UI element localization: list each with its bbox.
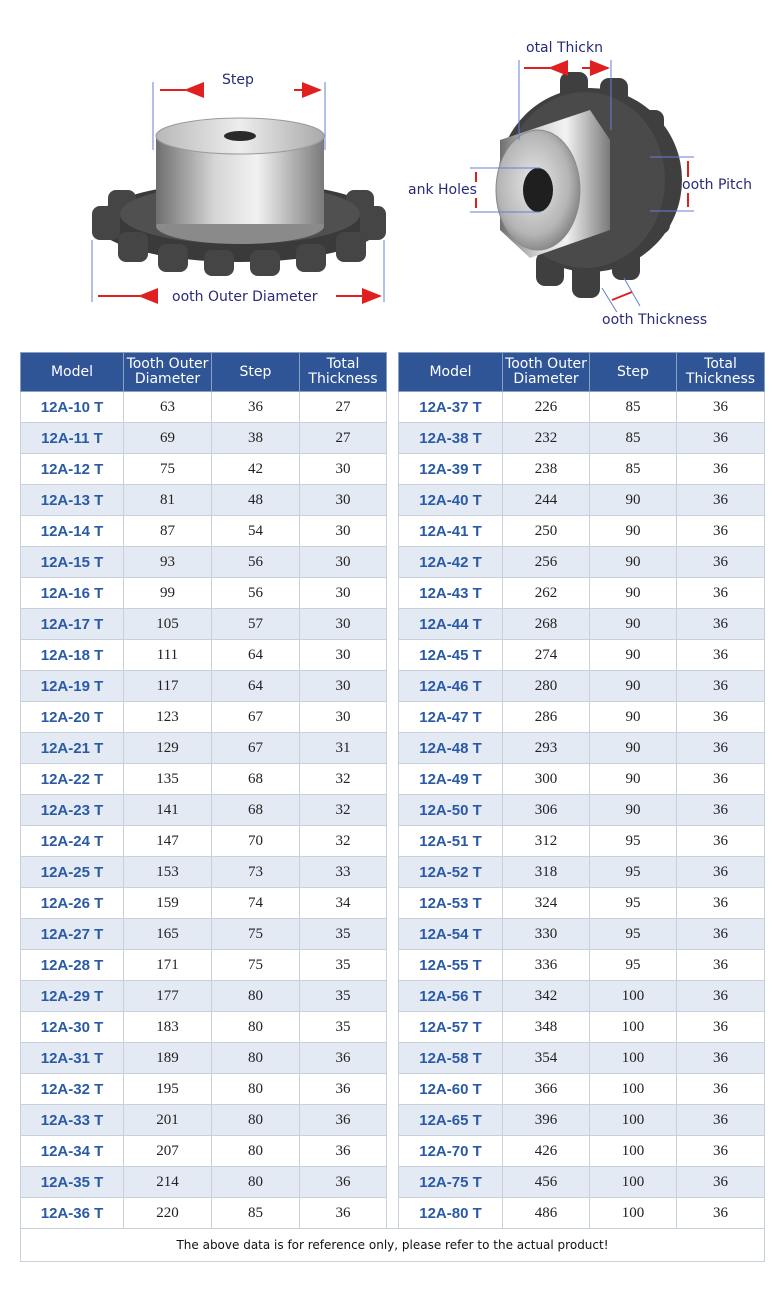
tooth-outer-diameter-cell: 396 (503, 1105, 590, 1136)
total-thickness-cell: 36 (677, 516, 765, 547)
tooth-outer-diameter-cell: 306 (503, 795, 590, 826)
table-row (399, 981, 765, 1012)
table-row (399, 1167, 765, 1198)
model-cell[interactable]: 12A-35 T (21, 1167, 124, 1198)
table-row (399, 609, 765, 640)
total-thickness-cell: 35 (300, 950, 387, 981)
tooth-thickness-dimension (602, 278, 640, 314)
table-row (399, 485, 765, 516)
table-row (21, 1136, 387, 1167)
step-label: Step (222, 72, 254, 88)
table-row (399, 702, 765, 733)
model-cell[interactable]: 12A-38 T (399, 423, 503, 454)
step-cell: 38 (212, 423, 300, 454)
total-thickness-cell: 36 (677, 1074, 765, 1105)
step-cell: 85 (590, 423, 677, 454)
step-cell: 57 (212, 609, 300, 640)
model-cell[interactable]: 12A-47 T (399, 702, 503, 733)
step-cell: 100 (590, 1167, 677, 1198)
table-row (21, 950, 387, 981)
shank-holes-label: ank Holes (408, 182, 477, 198)
model-cell[interactable]: 12A-10 T (21, 392, 124, 423)
step-cell: 64 (212, 640, 300, 671)
step-cell: 68 (212, 764, 300, 795)
total-thickness-cell: 36 (677, 1136, 765, 1167)
header-model: Model (399, 353, 503, 392)
model-cell[interactable]: 12A-21 T (21, 733, 124, 764)
total-thickness-cell: 30 (300, 454, 387, 485)
tooth-outer-diameter-cell: 426 (503, 1136, 590, 1167)
total-thickness-label: otal Thickn (526, 40, 603, 56)
tooth-outer-diameter-cell: 111 (124, 640, 212, 671)
tooth-outer-diameter-cell: 63 (124, 392, 212, 423)
step-cell: 56 (212, 578, 300, 609)
step-cell: 85 (212, 1198, 300, 1229)
total-thickness-cell: 36 (677, 826, 765, 857)
tooth-outer-diameter-cell: 268 (503, 609, 590, 640)
step-cell: 85 (590, 454, 677, 485)
tooth-outer-diameter-cell: 93 (124, 547, 212, 578)
step-cell: 90 (590, 733, 677, 764)
total-thickness-cell: 32 (300, 826, 387, 857)
tooth-outer-diameter-cell: 195 (124, 1074, 212, 1105)
right-sprocket (496, 72, 682, 298)
model-cell[interactable]: 12A-36 T (21, 1198, 124, 1229)
step-cell: 80 (212, 1012, 300, 1043)
table-row (399, 919, 765, 950)
total-thickness-cell: 30 (300, 702, 387, 733)
table-row (399, 578, 765, 609)
total-thickness-cell: 34 (300, 888, 387, 919)
step-cell: 70 (212, 826, 300, 857)
table-row (399, 423, 765, 454)
model-cell[interactable]: 12A-12 T (21, 454, 124, 485)
tooth-outer-diameter-cell: 171 (124, 950, 212, 981)
tooth-outer-diameter-cell: 147 (124, 826, 212, 857)
tooth-outer-diameter-cell: 123 (124, 702, 212, 733)
tooth-outer-diameter-cell: 324 (503, 888, 590, 919)
tooth-outer-diameter-cell: 226 (503, 392, 590, 423)
model-cell[interactable]: 12A-58 T (399, 1043, 503, 1074)
table-row (21, 888, 387, 919)
total-thickness-cell: 36 (677, 1198, 765, 1229)
tooth-outer-diameter-cell: 293 (503, 733, 590, 764)
total-thickness-cell: 36 (677, 609, 765, 640)
total-thickness-cell: 36 (677, 1105, 765, 1136)
total-thickness-cell: 30 (300, 578, 387, 609)
model-cell[interactable]: 12A-70 T (399, 1136, 503, 1167)
table-row (399, 826, 765, 857)
model-cell[interactable]: 12A-48 T (399, 733, 503, 764)
tooth-outer-diameter-cell: 312 (503, 826, 590, 857)
tooth-outer-diameter-cell: 238 (503, 454, 590, 485)
step-cell: 100 (590, 1043, 677, 1074)
step-cell: 100 (590, 1074, 677, 1105)
model-cell[interactable]: 12A-31 T (21, 1043, 124, 1074)
tooth-outer-diameter-cell: 183 (124, 1012, 212, 1043)
table-row (21, 485, 387, 516)
step-cell: 75 (212, 950, 300, 981)
table-row (399, 671, 765, 702)
tooth-outer-diameter-cell: 87 (124, 516, 212, 547)
table-row (21, 1043, 387, 1074)
tooth-outer-diameter-cell: 165 (124, 919, 212, 950)
sprocket-illustration (0, 0, 784, 345)
model-cell[interactable]: 12A-26 T (21, 888, 124, 919)
step-cell: 90 (590, 702, 677, 733)
table-row (399, 950, 765, 981)
table-row (399, 547, 765, 578)
step-cell: 100 (590, 981, 677, 1012)
step-cell: 90 (590, 485, 677, 516)
total-thickness-cell: 30 (300, 516, 387, 547)
header-tooth-outer-diameter: Tooth Outer Diameter (503, 353, 590, 392)
model-cell[interactable]: 12A-44 T (399, 609, 503, 640)
total-thickness-cell: 36 (300, 1105, 387, 1136)
table-row (21, 547, 387, 578)
total-thickness-cell: 30 (300, 547, 387, 578)
total-thickness-cell: 32 (300, 764, 387, 795)
model-cell[interactable]: 12A-52 T (399, 857, 503, 888)
tooth-outer-diameter-cell: 153 (124, 857, 212, 888)
table-row (21, 1198, 387, 1229)
table-row (21, 516, 387, 547)
tooth-outer-diameter-cell: 336 (503, 950, 590, 981)
tooth-outer-diameter-cell: 141 (124, 795, 212, 826)
total-thickness-cell: 36 (677, 764, 765, 795)
table-row (21, 423, 387, 454)
total-thickness-cell: 36 (300, 1043, 387, 1074)
step-cell: 80 (212, 1167, 300, 1198)
total-thickness-cell: 36 (300, 1136, 387, 1167)
tooth-outer-diameter-cell: 129 (124, 733, 212, 764)
total-thickness-cell: 36 (677, 640, 765, 671)
total-thickness-cell: 35 (300, 981, 387, 1012)
model-cell[interactable]: 12A-50 T (399, 795, 503, 826)
total-thickness-cell: 33 (300, 857, 387, 888)
model-cell[interactable]: 12A-56 T (399, 981, 503, 1012)
tooth-outer-diameter-cell: 348 (503, 1012, 590, 1043)
step-cell: 95 (590, 888, 677, 919)
model-cell[interactable]: 12A-20 T (21, 702, 124, 733)
model-cell[interactable]: 12A-11 T (21, 423, 124, 454)
model-cell[interactable]: 12A-53 T (399, 888, 503, 919)
step-cell: 95 (590, 826, 677, 857)
table-row (399, 454, 765, 485)
step-cell: 67 (212, 733, 300, 764)
total-thickness-cell: 30 (300, 671, 387, 702)
table-header-row (399, 353, 765, 392)
total-thickness-cell: 36 (677, 733, 765, 764)
tooth-outer-diameter-cell: 366 (503, 1074, 590, 1105)
total-thickness-cell: 36 (300, 1074, 387, 1105)
header-total-thickness: Total Thickness (300, 353, 387, 392)
step-cell: 90 (590, 764, 677, 795)
total-thickness-cell: 36 (677, 1012, 765, 1043)
table-row (21, 733, 387, 764)
tooth-outer-diameter-cell: 300 (503, 764, 590, 795)
tooth-outer-diameter-cell: 117 (124, 671, 212, 702)
step-cell: 42 (212, 454, 300, 485)
tooth-outer-diameter-cell: 135 (124, 764, 212, 795)
model-cell[interactable]: 12A-15 T (21, 547, 124, 578)
tooth-outer-diameter-cell: 214 (124, 1167, 212, 1198)
step-cell: 80 (212, 1074, 300, 1105)
table-row (21, 1167, 387, 1198)
table-row (21, 981, 387, 1012)
total-thickness-cell: 36 (677, 702, 765, 733)
model-cell[interactable]: 12A-22 T (21, 764, 124, 795)
step-cell: 36 (212, 392, 300, 423)
model-cell[interactable]: 12A-55 T (399, 950, 503, 981)
model-cell[interactable]: 12A-42 T (399, 547, 503, 578)
model-cell[interactable]: 12A-60 T (399, 1074, 503, 1105)
tooth-outer-diameter-label: ooth Outer Diameter (172, 289, 318, 305)
step-cell: 100 (590, 1012, 677, 1043)
model-cell[interactable]: 12A-57 T (399, 1012, 503, 1043)
step-cell: 68 (212, 795, 300, 826)
header-step: Step (212, 353, 300, 392)
step-cell: 67 (212, 702, 300, 733)
model-cell[interactable]: 12A-34 T (21, 1136, 124, 1167)
table-row (399, 795, 765, 826)
model-cell[interactable]: 12A-43 T (399, 578, 503, 609)
table-row (21, 1105, 387, 1136)
model-cell[interactable]: 12A-25 T (21, 857, 124, 888)
header-model: Model (21, 353, 124, 392)
table-row (399, 733, 765, 764)
total-thickness-cell: 36 (677, 454, 765, 485)
step-cell: 48 (212, 485, 300, 516)
step-cell: 80 (212, 981, 300, 1012)
total-thickness-cell: 35 (300, 919, 387, 950)
step-cell: 85 (590, 392, 677, 423)
step-cell: 80 (212, 1043, 300, 1074)
tooth-outer-diameter-cell: 81 (124, 485, 212, 516)
total-thickness-cell: 36 (677, 547, 765, 578)
model-cell[interactable]: 12A-16 T (21, 578, 124, 609)
header-tooth-outer-diameter: Tooth Outer Diameter (124, 353, 212, 392)
tooth-outer-diameter-cell: 69 (124, 423, 212, 454)
tooth-outer-diameter-cell: 201 (124, 1105, 212, 1136)
table-row (21, 919, 387, 950)
table-row (399, 1105, 765, 1136)
total-thickness-cell: 36 (677, 919, 765, 950)
model-cell[interactable]: 12A-49 T (399, 764, 503, 795)
tooth-outer-diameter-cell: 207 (124, 1136, 212, 1167)
tooth-pitch-label: ooth Pitch (682, 177, 753, 193)
total-thickness-cell: 30 (300, 485, 387, 516)
step-cell: 90 (590, 795, 677, 826)
table-header-row (21, 353, 387, 392)
step-cell: 75 (212, 919, 300, 950)
tooth-outer-diameter-cell: 330 (503, 919, 590, 950)
spec-table-left (20, 352, 387, 1229)
step-cell: 95 (590, 919, 677, 950)
step-cell: 80 (212, 1105, 300, 1136)
model-cell[interactable]: 12A-29 T (21, 981, 124, 1012)
total-thickness-cell: 36 (677, 1167, 765, 1198)
total-thickness-cell: 36 (677, 950, 765, 981)
step-cell: 90 (590, 609, 677, 640)
table-row (399, 1136, 765, 1167)
model-cell[interactable]: 12A-28 T (21, 950, 124, 981)
total-thickness-cell: 27 (300, 423, 387, 454)
left-sprocket-hub (156, 118, 324, 244)
tooth-outer-diameter-cell: 244 (503, 485, 590, 516)
table-row (21, 702, 387, 733)
table-row (21, 1074, 387, 1105)
total-thickness-cell: 27 (300, 392, 387, 423)
step-cell: 56 (212, 547, 300, 578)
total-thickness-cell: 36 (677, 888, 765, 919)
step-cell: 74 (212, 888, 300, 919)
tooth-outer-diameter-cell: 486 (503, 1198, 590, 1229)
table-row (21, 795, 387, 826)
table-row (21, 764, 387, 795)
table-row (399, 516, 765, 547)
model-cell[interactable]: 12A-19 T (21, 671, 124, 702)
model-cell[interactable]: 12A-27 T (21, 919, 124, 950)
tooth-outer-diameter-cell: 318 (503, 857, 590, 888)
table-row (21, 640, 387, 671)
tooth-outer-diameter-cell: 232 (503, 423, 590, 454)
model-cell[interactable]: 12A-13 T (21, 485, 124, 516)
step-cell: 54 (212, 516, 300, 547)
tooth-outer-diameter-cell: 354 (503, 1043, 590, 1074)
tooth-outer-diameter-cell: 105 (124, 609, 212, 640)
total-thickness-cell: 35 (300, 1012, 387, 1043)
model-cell[interactable]: 12A-18 T (21, 640, 124, 671)
table-row (399, 392, 765, 423)
model-cell[interactable]: 12A-45 T (399, 640, 503, 671)
step-cell: 64 (212, 671, 300, 702)
model-cell[interactable]: 12A-41 T (399, 516, 503, 547)
table-row (21, 578, 387, 609)
step-cell: 95 (590, 950, 677, 981)
table-row (399, 1043, 765, 1074)
tooth-thickness-label: ooth Thickness (602, 312, 708, 328)
table-row (399, 1012, 765, 1043)
model-cell[interactable]: 12A-24 T (21, 826, 124, 857)
tooth-outer-diameter-cell: 220 (124, 1198, 212, 1229)
total-thickness-cell: 36 (677, 1043, 765, 1074)
model-cell[interactable]: 12A-14 T (21, 516, 124, 547)
step-cell: 90 (590, 547, 677, 578)
model-cell[interactable]: 12A-33 T (21, 1105, 124, 1136)
table-row (399, 1198, 765, 1229)
step-cell: 73 (212, 857, 300, 888)
step-cell: 100 (590, 1198, 677, 1229)
tooth-outer-diameter-cell: 262 (503, 578, 590, 609)
table-row (21, 1012, 387, 1043)
table-row (21, 609, 387, 640)
product-diagram (0, 0, 784, 345)
step-cell: 80 (212, 1136, 300, 1167)
total-thickness-cell: 36 (300, 1167, 387, 1198)
model-cell[interactable]: 12A-17 T (21, 609, 124, 640)
step-cell: 100 (590, 1136, 677, 1167)
table-row (399, 888, 765, 919)
spec-table-right (398, 352, 765, 1229)
total-thickness-cell: 36 (677, 578, 765, 609)
tooth-outer-diameter-cell: 280 (503, 671, 590, 702)
tooth-outer-diameter-cell: 159 (124, 888, 212, 919)
step-cell: 95 (590, 857, 677, 888)
step-cell: 100 (590, 1105, 677, 1136)
table-row (21, 454, 387, 485)
step-cell: 90 (590, 578, 677, 609)
tooth-outer-diameter-cell: 250 (503, 516, 590, 547)
model-cell[interactable]: 12A-23 T (21, 795, 124, 826)
total-thickness-cell: 36 (677, 392, 765, 423)
total-thickness-cell: 36 (677, 423, 765, 454)
model-cell[interactable]: 12A-51 T (399, 826, 503, 857)
table-row (21, 392, 387, 423)
table-row (21, 857, 387, 888)
step-cell: 90 (590, 671, 677, 702)
tooth-outer-diameter-cell: 189 (124, 1043, 212, 1074)
model-cell[interactable]: 12A-80 T (399, 1198, 503, 1229)
tooth-outer-diameter-cell: 99 (124, 578, 212, 609)
model-cell[interactable]: 12A-75 T (399, 1167, 503, 1198)
step-cell: 90 (590, 516, 677, 547)
model-cell[interactable]: 12A-46 T (399, 671, 503, 702)
step-cell: 90 (590, 640, 677, 671)
model-cell[interactable]: 12A-40 T (399, 485, 503, 516)
table-row (399, 1074, 765, 1105)
tooth-outer-diameter-cell: 256 (503, 547, 590, 578)
total-thickness-cell: 36 (677, 795, 765, 826)
model-cell[interactable]: 12A-65 T (399, 1105, 503, 1136)
tooth-outer-diameter-cell: 342 (503, 981, 590, 1012)
model-cell[interactable]: 12A-39 T (399, 454, 503, 485)
table-row (399, 640, 765, 671)
table-row (21, 826, 387, 857)
disclaimer-note: The above data is for reference only, please refer to the actual product! (20, 1228, 765, 1262)
total-thickness-cell: 36 (677, 485, 765, 516)
header-step: Step (590, 353, 677, 392)
tooth-outer-diameter-cell: 274 (503, 640, 590, 671)
total-thickness-cell: 31 (300, 733, 387, 764)
total-thickness-cell: 32 (300, 795, 387, 826)
header-total-thickness: Total Thickness (677, 353, 765, 392)
table-row (21, 671, 387, 702)
tooth-outer-diameter-cell: 177 (124, 981, 212, 1012)
tooth-outer-diameter-cell: 456 (503, 1167, 590, 1198)
model-cell[interactable]: 12A-32 T (21, 1074, 124, 1105)
total-thickness-cell: 36 (677, 981, 765, 1012)
table-row (399, 857, 765, 888)
tooth-outer-diameter-cell: 75 (124, 454, 212, 485)
model-cell[interactable]: 12A-54 T (399, 919, 503, 950)
model-cell[interactable]: 12A-37 T (399, 392, 503, 423)
total-thickness-cell: 36 (300, 1198, 387, 1229)
tooth-outer-diameter-cell: 286 (503, 702, 590, 733)
total-thickness-cell: 30 (300, 609, 387, 640)
total-thickness-cell: 36 (677, 671, 765, 702)
table-row (399, 764, 765, 795)
total-thickness-cell: 36 (677, 857, 765, 888)
total-thickness-cell: 30 (300, 640, 387, 671)
model-cell[interactable]: 12A-30 T (21, 1012, 124, 1043)
